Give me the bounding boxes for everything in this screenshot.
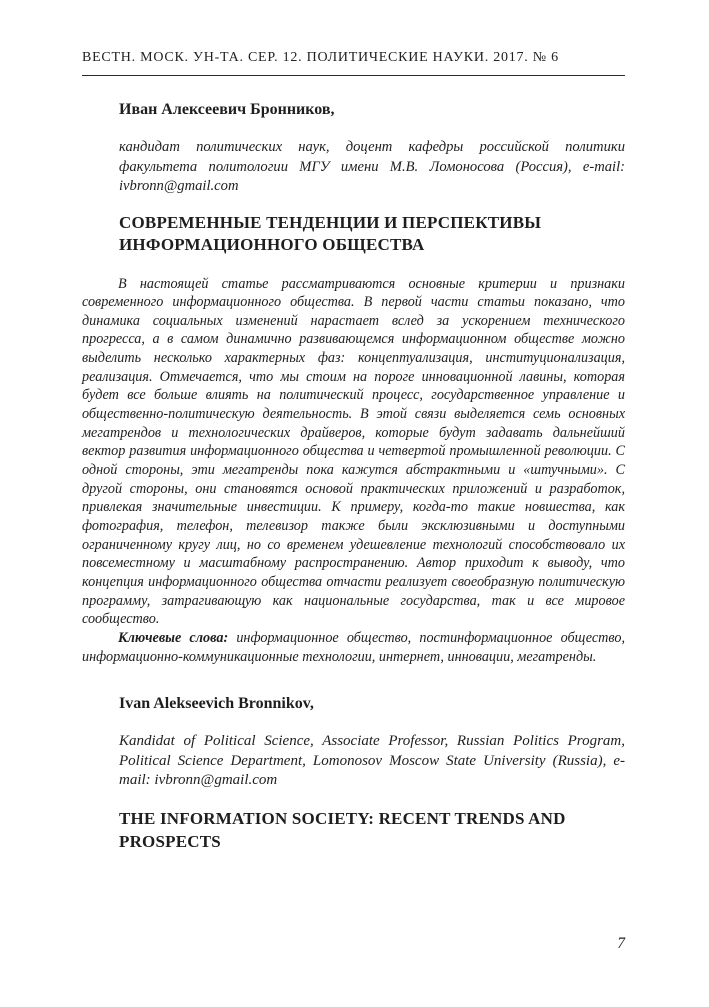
author-name-english: Ivan Alekseevich Bronnikov, (119, 695, 314, 713)
page-number: 7 (617, 935, 625, 952)
author-affiliation-russian: кандидат политических наук, доцент кафедры российской политики факультета политологии МГУ имени М.В. Ломоносова (Россия), e-mail: ivbronn@gmail.com (119, 139, 625, 194)
page-header (82, 50, 625, 76)
abstract-russian: В настоящей статье рассматриваются основные критерии и признаки современного информационного общества. В первой части статьи показано, что динамика социальных изменений нарастает вслед за ускорением технического прогресса, а в самом динамично развивающемся информационном обществе можно выделить несколько характерных фаз: концептуализация, институционализация, реализация. Отмечается, что мы стоим на пороге инновационной лавины, которая будет все больше влиять на политический процесс, государственное управление и общественно-политическую деятельность. В этой связи выделяется семь основных мегатрендов и технологических драйверов, которые будут задавать дальнейший вектор развития информационного общества и четвертой промышленной революции. С одной стороны, эти мегатренды пока кажутся абстрактными и «штучными». С другой стороны, они становятся основой практических приложений и разработок, привлекая значительные инвестиции. К примеру, когда-то такие новшества, как фотография, телефон, телевизор также были эксклюзивными и доступными ограниченному кругу лиц, но со временем удешевление технологий способствовало их повсеместному и масштабному распространению. Автор приходит к выводу, что концепция информационного общества отчасти реализует своеобразную политическую программу, затрагивающую как национальные государства, так и все мировое сообщество. (82, 275, 625, 628)
keywords-paragraph (82, 629, 625, 666)
author-name-russian: Иван Алексеевич Бронников, (119, 101, 335, 118)
english-section (82, 695, 625, 853)
article-title-english: THE INFORMATION SOCIETY: RECENT TRENDS AND PROSPECTS (119, 808, 566, 851)
keywords-list: информационное общество, постинформационное общество, информационно-коммуникационные технологии, интернет, инновации, мегатренды. (82, 629, 625, 665)
russian-section (82, 101, 625, 666)
keywords-label: Ключевые слова: (118, 629, 229, 646)
journal-header-line: ВЕСТН. МОСК. УН-ТА. СЕР. 12. ПОЛИТИЧЕСКИЕ НАУКИ. 2017. № 6 (82, 50, 559, 65)
header-rule (82, 75, 625, 76)
author-affiliation-english: Kandidat of Political Science, Associate Professor, Russian Politics Program, Political Science Department, Lomonosov Moscow State University (Russia), e-mail: ivbronn@gmail.com (119, 733, 625, 789)
article-title-russian: СОВРЕМЕННЫЕ ТЕНДЕНЦИИ И ПЕРСПЕКТИВЫ ИНФОРМАЦИОННОГО ОБЩЕСТВА (119, 212, 542, 254)
